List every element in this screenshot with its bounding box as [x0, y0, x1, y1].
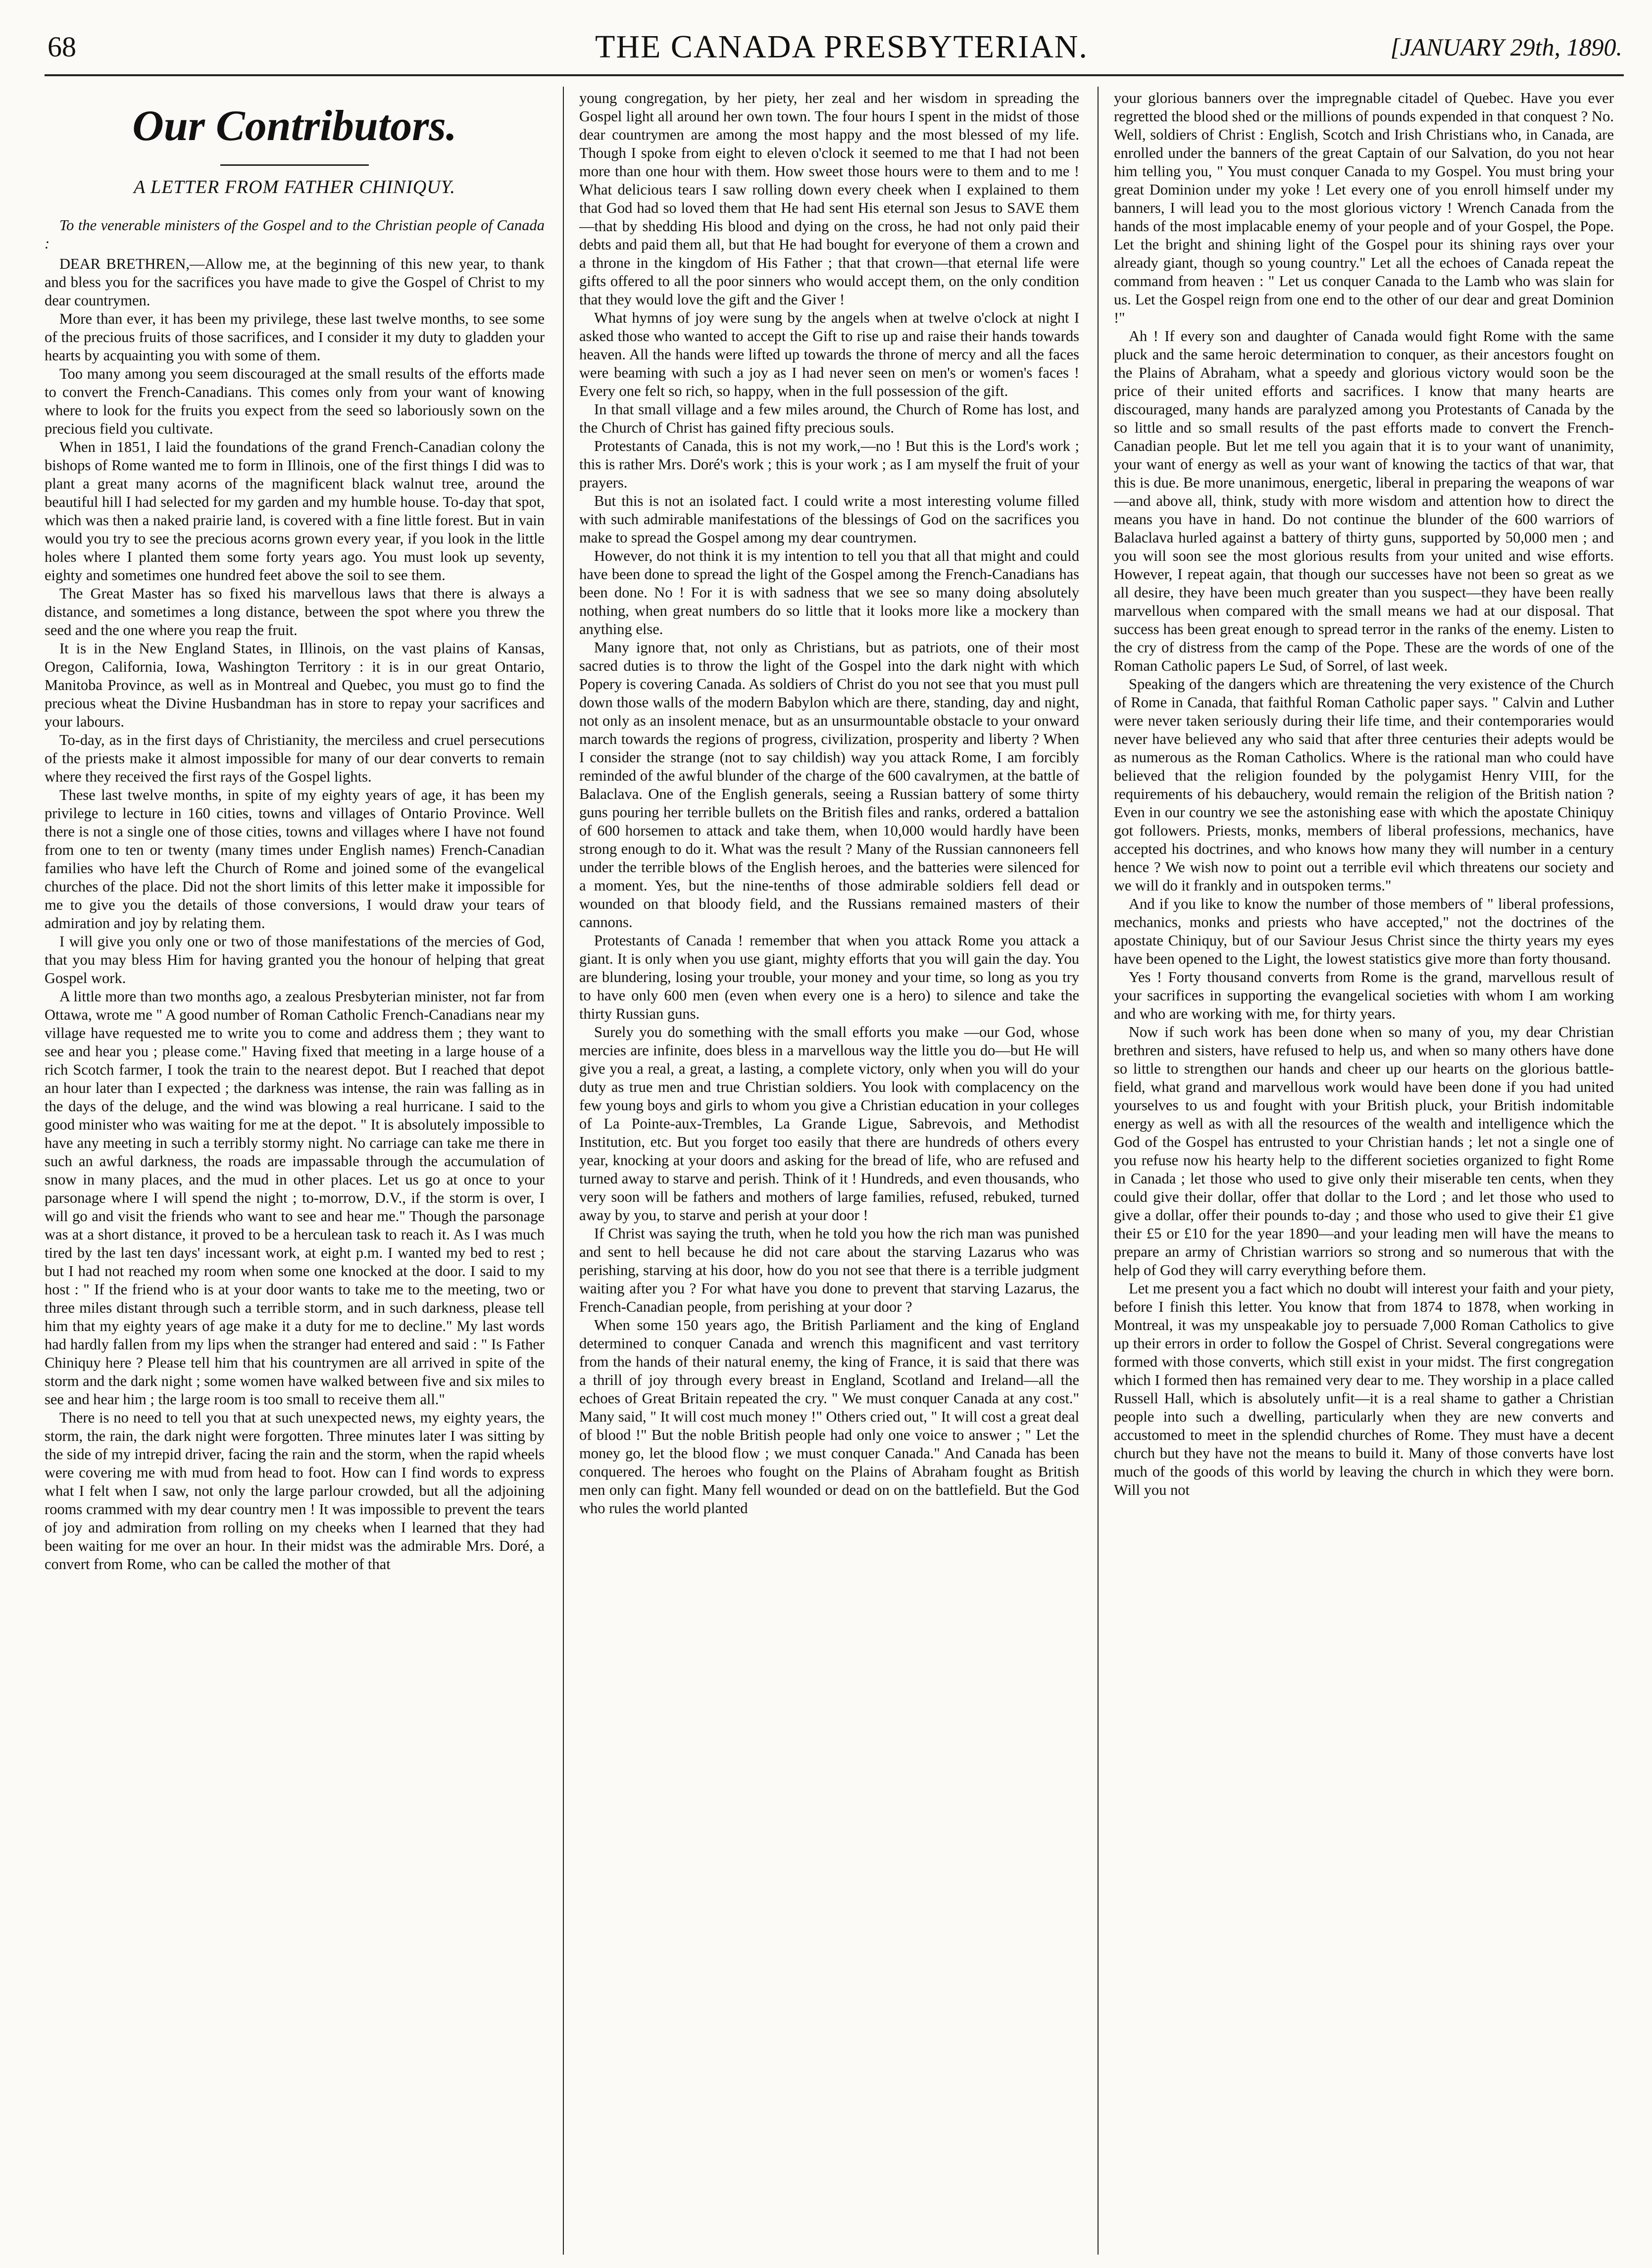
- paragraph: Too many among you seem discouraged at the small results of the efforts made to convert the French-Canadians. This comes only from your want of knowing where to look for the fruits you expect from the seed so laboriously sown on the precious field you cultivate.: [45, 365, 545, 437]
- paragraph: young congregation, by her piety, her zeal and her wisdom in spreading the Gospel light all around her own town. The four hours I spent in the midst of those dear countrymen are among the most happy and the most blessed of my life. Though I spoke from eight to eleven o'clock it seemed to me that I had not been more than one hour with them. How sweet those hours were to them and to me ! What delicious tears I saw rolling down every cheek when I explained to them that God had so loved them that He had sent His eternal son Jesus to SAVE them—that by shedding His blood and dying on the cross, he had not only paid their debts and paid them all, but that He had bought for everyone of them a crown and a throne in the kingdom of His Father ; that that crown—that eternal life were gifts offered to all the poor sinners who would accept them, on the only condition that they would love the gift and the Giver !: [579, 90, 1079, 308]
- newspaper-title: THE CANADA PRESBYTERIAN.: [595, 29, 1088, 65]
- paragraph: Protestants of Canada ! remember that when you attack Rome you attack a giant. It is only when you use giant, mighty efforts that you will gain the day. You are blundering, losing your trouble, your money and your time, so long as you try to have only 600 men (even when every one is a hero) to silence and take the thirty Russian guns.: [579, 932, 1079, 1022]
- paragraph: In that small village and a few miles around, the Church of Rome has lost, and the Church of Christ has gained fifty precious souls.: [579, 401, 1079, 436]
- title-rule: [220, 164, 369, 166]
- paragraph: A little more than two months ago, a zealous Presbyterian minister, not far from Ottawa, wrote me " A good number of Roman Catholic French-Canadians near my village have requested me to write you to come and address them ; they want to see and hear you ; please come." Having fixed that meeting in a large house of a rich Scotch farmer, I took the train to the nearest depot. But I reached that depot an hour later than I expected ; the darkness was intense, the rain was falling as in the days of the deluge, and the wind was blowing a real hurricane. I said to the good minister who was waiting for me at the depot. " It is absolutely impossible to have any meeting in such a terribly stormy night. No carriage can take me there in such an awful darkness, the roads are impassable through the accumulation of snow in many places, and the mud in other places. Let us go at once to your parsonage where I will spend the night ; to-morrow, D.V., if the storm is over, I will go and visit the friends who want to see and hear me." Though the parsonage was at a short distance, it proved to be a herculean task to reach it. As I was much tired by the last ten days' incessant work, at eight p.m. I wanted my bed to rest ; but I had not reached my room when some one knocked at the door. I said to my host : " If the friend who is at your door wants to take me to the meeting, two or three miles distant through such a terrible storm, and in such darkness, please tell him that my eighty years of age make it a duty for me to decline." My last words had hardly fallen from my lips when the stranger had entered and said : " Is Father Chiniquy here ? Please tell him that his countrymen are all arrived in spite of the storm and the dark night ; some women have walked between five and six miles to see and hear him ; the large room is too small to receive them all.": [45, 988, 545, 1408]
- paragraph: There is no need to tell you that at such unexpected news, my eighty years, the storm, the rain, the dark night were forgotten. Three minutes later I was sitting by the side of my intrepid driver, facing the rain and the storm, when the rapid wheels were covering me with mud from head to foot. How can I find words to express what I felt when I saw, not only the large parlour crowded, but all the adjoining rooms crammed with my dear country men ! It was impossible to prevent the tears of joy and admiration from rolling on my cheeks when I learned that they had been waiting for me over an hour. In their midst was the admirable Mrs. Doré, a convert from Rome, who can be called the mother of that: [45, 1409, 545, 1573]
- paragraph: Now if such work has been done when so many of you, my dear Christian brethren and sisters, have refused to help us, and when so many others have done so little to strengthen our hands and cheer up our hearts on the glorious battle-field, what grand and marvellous work would have been done if you had united yourselves to us and fought with your British pluck, your British indomitable energy as well as with all the resources of the wealth and intelligence which the God of the Gospel has entrusted to your Christian hands ; let not a single one of you refuse now his hearty help to the different societies organized to fight Rome in Canada ; let those who used to give only their miserable ten cents, when they could give their dollar, offer that dollar to the Lord ; and let those who used to give a dollar, offer their pounds to-day ; and those who used to give their £1 give their £5 or £10 for the year 1890—and your leading men will have the means to prepare an army of Christian warriors so strong and so numerous that with the help of God they will carry everything before them.: [1114, 1024, 1614, 1279]
- article-column-3: [1114, 89, 1614, 2257]
- paragraph: And if you like to know the number of those members of " liberal professions, mechanics, monks and priests who have accepted," not the doctrines of the apostate Chiniquy, but of our Saviour Jesus Christ since the thirty years my eyes have been opened to the Light, the lowest statistics give more than forty thousand.: [1114, 895, 1614, 967]
- paragraph: If Christ was saying the truth, when he told you how the rich man was punished and sent to hell because he did not care about the starving Lazarus who was perishing, starving at his door, how do you not see that there is a terrible judgment waiting after you ? For what have you done to prevent that starving Lazarus, the French-Canadian people, from perishing at your door ?: [579, 1225, 1079, 1315]
- paragraph: The Great Master has so fixed his marvellous laws that there is always a distance, and sometimes a long distance, between the spot where you threw the seed and the one where you reap the fruit.: [45, 585, 545, 639]
- paragraph: Surely you do something with the small efforts you make —our God, whose mercies are infinite, does bless in a marvellous way the little you do—but He will give you a real, a great, a lasting, a complete victory, only when you will do your duty as true men and true Christian soldiers. You look with complacency on the few young boys and girls to whom you give a Christian education in your colleges of La Pointe-aux-Trembles, La Grande Ligue, Sabrevois, and Methodist Institution, etc. But you forget too easily that there are hundreds of others every year, knocking at your doors and asking for the bread of life, who are refused and turned away to starve and perish. Think of it ! Hundreds, and even thousands, who very soon will be fathers and mothers of large families, refused, rebuked, turned away by you, to starve and perish at your door !: [579, 1024, 1079, 1224]
- letter-heading: A LETTER FROM FATHER CHINIQUY.: [134, 177, 455, 197]
- paragraph: Many ignore that, not only as Christians, but as patriots, one of their most sacred duties is to throw the light of the Gospel into the dark night with which Popery is covering Canada. As soldiers of Christ do you not see that you must pull down those walls of the modern Babylon which are there, standing, day and night, not only as an insolent menace, but as an unsurmountable obstacle to your onward march towards the regions of progress, civilization, prosperity and liberty ? When I consider the strange (not to say childish) way you attack Rome, I am forcibly reminded of the awful blunder of the charge of the 600 cavalrymen, at the battle of Balaclava. One of the English generals, seeing a Russian battery of some thirty guns pouring her terrible bullets on the British files and ranks, ordered a battalion of 600 horsemen to attack and take them, when 10,000 would hardly have been strong enough to do it. What was the result ? Many of the Russian cannoneers fell under the terrible blows of the English heroes, and the batteries were silenced for a moment. Yes, but the nine-tenths of those admirable soldiers fell dead or wounded on that bloody field, and the Russians remained masters of their cannons.: [579, 639, 1079, 931]
- article-column-1: [45, 94, 545, 2257]
- paragraph: When in 1851, I laid the foundations of the grand French-Canadian colony the bishops of Rome wanted me to form in Illinois, one of the first things I did was to plant a great many acorns of the magnificent black walnut tree, around the beautiful hill I had selected for my garden and my humble house. To-day that spot, which was then a naked prairie land, is covered with a fine little forest. But in vain would you try to see the precious acorns grown every year, if you look in the little holes where I planted them some forty years ago. You must look up seventy, eighty and sometimes one hundred feet above the soil to see them.: [45, 439, 545, 584]
- page-number: 68: [48, 31, 76, 63]
- issue-date: [JANUARY 29th, 1890.: [1390, 33, 1622, 61]
- salutation: To the venerable ministers of the Gospel and to the Christian people of Canada :: [45, 217, 545, 252]
- paragraph: I will give you only one or two of those manifestations of the mercies of God, that you may bless Him for having granted you the honour of helping that great Gospel work.: [45, 933, 545, 986]
- paragraph: Protestants of Canada, this is not my work,—no ! But this is the Lord's work ; this is rather Mrs. Doré's work ; this is your work ; as I am myself the fruit of your prayers.: [579, 438, 1079, 491]
- paragraph: your glorious banners over the impregnable citadel of Quebec. Have you ever regretted the blood shed or the millions of pounds expended in that conquest ? No. Well, soldiers of Christ : English, Scotch and Irish Christians who, in Canada, are enrolled under the banners of the great Captain of our Salvation, do you not hear him telling you, " You must conquer Canada to my Gospel. You must bring your great Dominion under my yoke ! Let every one of you enroll himself under my banners, I will lead you to the most glorious victory ! Wrench Canada from the hands of the most implacable enemy of your people and of your Gospel, the Pope. Let the bright and shining light of the Gospel pour its shining rays over your already giant, though so young country." Let all the echoes of Canada repeat the command from heaven : " Let us conquer Canada to the Lamb who was slain for us. Let the Gospel reign from one end to the other of our dear and great Dominion !": [1114, 90, 1614, 326]
- article-column-2: [579, 89, 1079, 2257]
- paragraph: More than ever, it has been my privilege, these last twelve months, to see some of the precious fruits of those sacrifices, and I consider it my duty to gladden your hearts by acquainting you with some of them.: [45, 310, 545, 364]
- paragraph: These last twelve months, in spite of my eighty years of age, it has been my privilege to lecture in 160 cities, towns and villages of Ontario Province. Well there is not a single one of those cities, towns and villages where I have not found from one to ten or twenty (many times under English names) French-Canadian families who have left the Church of Rome and joined some of the evangelical churches of the place. Did not the short limits of this letter make it impossible for me to give you the details of those conversions, I would draw your tears of admiration and joy by relating them.: [45, 787, 545, 932]
- paragraph: However, do not think it is my intention to tell you that all that might and could have been done to spread the light of the Gospel among the French-Canadians has been done. No ! For it is with sadness that we see so many doing absolutely nothing, when great numbers do so little that it looks more like a mockery than anything else.: [579, 547, 1079, 638]
- column-divider: [563, 87, 564, 2255]
- paragraph: Ah ! If every son and daughter of Canada would fight Rome with the same pluck and the same heroic determination to conquer, as their ancestors fought on the Plains of Abraham, what a speedy and glorious victory would soon be the price of their united efforts and sacrifices. I know that many hearts are discouraged, many hands are paralyzed among you Protestants of Canada by the so little and so small results of the past efforts made to convert the French-Canadian people. But let me tell you again that it is to your want of unanimity, your want of energy as well as your want of knowing the tactics of that war, that this is due. Be more unanimous, energetic, liberal in preparing the weapons of war—and above all, think, study with more wisdom and attention how to direct the means you have in hand. Do not continue the blunder of the 600 warriors of Balaclava hurled against a battery of thirty guns, supported by 50,000 men ; and you will soon see the most glorious results from your united and wise efforts. However, I repeat again, that though our successes have not been so great as we all desire, they have been much greater than you suspect—they have been really marvellous when compared with the small means we had at our disposal. That success has been great enough to spread terror in the ranks of the enemy. Listen to the cry of distress from the camp of the Pope. These are the words of one of the Roman Catholic papers Le Sud, of Sorrel, of last week.: [1114, 328, 1614, 674]
- paragraph: Let me present you a fact which no doubt will interest your faith and your piety, before I finish this letter. You know that from 1874 to 1878, when working in Montreal, it was my unspeakable joy to persuade 7,000 Roman Catholics to give up their errors in order to follow the Gospel of Christ. Several congregations were formed with those converts, which still exist in your midst. The first congregation which I formed then has remained very dear to me. They worship in a place called Russell Hall, which is absolutely unfit—it is a real shame to gather a Christian people into such a dwelling, particularly when they are new converts and accustomed to meet in the splendid churches of Rome. They must have a decent church but they have not the means to build it. Many of those converts have lost much of the goods of this world by leaving the church in which they were born. Will you not: [1114, 1280, 1614, 1498]
- opening-paragraph: [45, 255, 545, 310]
- paragraph: To-day, as in the first days of Christianity, the merciless and cruel persecutions of the priests make it almost impossible for many of our dear converts to remain where they received the first rays of the Gospel lights.: [45, 732, 545, 785]
- paragraph-text: —Allow me, at the beginning of this new year, to thank and bless you for the sacrifices you have made to give the Gospel of Christ to my dear countrymen.: [45, 255, 545, 309]
- greeting: DEAR BRETHREN,: [59, 255, 190, 272]
- paragraph: What hymns of joy were sung by the angels when at twelve o'clock at night I asked those who wanted to accept the Gift to rise up and raise their hands towards heaven. All the hands were lifted up towards the throne of mercy and all the faces were beaming with such a joy as I had never seen on men's or women's faces ! Every one felt so rich, so happy, when in the full possession of the gift.: [579, 309, 1079, 399]
- column-divider: [1098, 87, 1099, 2255]
- paragraph: But this is not an isolated fact. I could write a most interesting volume filled with such admirable manifestations of the blessings of God on the sacrifices you make to spread the Gospel among my dear countrymen.: [579, 493, 1079, 546]
- header-rule: [45, 74, 1624, 76]
- paragraph: Speaking of the dangers which are threatening the very existence of the Church of Rome in Canada, that faithful Roman Catholic paper says. " Calvin and Luther were never taken seriously during their life time, and their contemporaries would never have believed any who said that after three centuries their adepts would be as numerous as the Roman Catholics. Where is the rational man who could have believed that the religion founded by the polygamist Henry VIII, for the requirements of his debauchery, would remain the religion of the British nation ? Even in our country we see the astonishing ease with which the apostate Chiniquy got followers. Priests, monks, members of liberal professions, mechanics, have accepted his doctrines, and who knows how many they will number in a century hence ? We wish now to point out a terrible evil which threatens our society and we will do it frankly and in outspoken terms.": [1114, 676, 1614, 894]
- paragraph: Yes ! Forty thousand converts from Rome is the grand, marvellous result of your sacrifices in supporting the evangelical societies with whom I am working and who are working with me, for thirty years.: [1114, 969, 1614, 1022]
- section-title: Our Contributors.: [132, 102, 457, 150]
- paragraph: It is in the New England States, in Illinois, on the vast plains of Kansas, Oregon, California, Iowa, Washington Territory : it is in our great Ontario, Manitoba Province, as well as in Montreal and Quebec, you must go to find the precious wheat the Divine Husbandman has in store to repay your sacrifices and your labours.: [45, 640, 545, 730]
- paragraph: When some 150 years ago, the British Parliament and the king of England determined to conquer Canada and wrench this magnificent and vast territory from the hands of their natural enemy, the king of France, it is said that there was a thrill of joy through every breast in England, Scotland and Ireland—all the echoes of Great Britain repeated the cry. " We must conquer Canada at any cost." Many said, " It will cost much money !" Others cried out, " It will cost a great deal of blood !" But the noble British people had only one voice to answer ; " Let the money go, let the blood flow ; we must conquer Canada." And Canada has been conquered. The heroes who fought on the Plains of Abraham fought as British men only can fight. Many fell wounded or dead on on the battlefield. But the God who rules the world planted: [579, 1317, 1079, 1517]
